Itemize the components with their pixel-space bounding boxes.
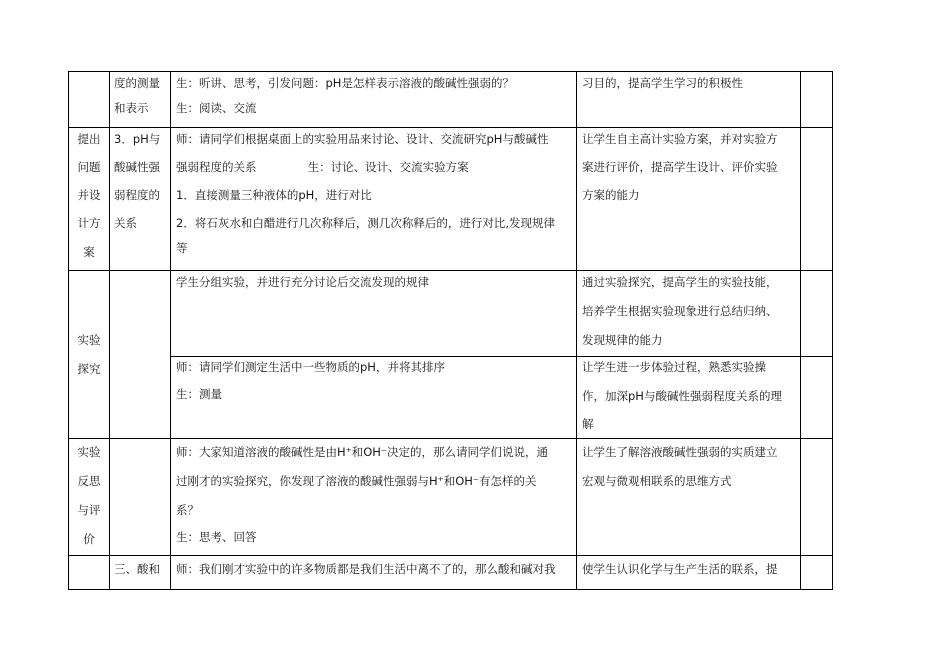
cell-intent-line: 宏观与微观相联系的思维方式	[582, 474, 732, 488]
cell-intent-line: 使学生认识化学与生产生活的联系，提	[582, 562, 778, 576]
cell-activity-line: 学生分组实验，并进行充分讨论后交流发现的规律	[176, 275, 429, 289]
cell-activity-line: 生：阅读、交流	[176, 101, 257, 115]
row-divider	[68, 555, 833, 556]
table-border-left	[68, 71, 69, 590]
cell-activity-line: 师：大家知道溶液的酸碱性是由H⁺和OH⁻决定的，那么请同学们说说，通	[176, 445, 548, 459]
cell-intent-line: 习目的，提高学生学习的积极性	[582, 76, 743, 90]
column-divider	[576, 71, 577, 590]
column-divider	[800, 71, 801, 590]
cell-intent-line: 作，加深pH与酸碱性强弱程度关系的理	[582, 389, 782, 403]
cell-activity-line: 强弱程度的关系 生：讨论、设计、交流实验方案	[176, 160, 469, 174]
column-divider	[109, 71, 110, 590]
cell-stage-line: 问题	[77, 160, 101, 174]
cell-intent-line: 方案的能力	[582, 188, 640, 202]
cell-stage-line: 实验	[77, 333, 101, 347]
cell-activity-line: 师：请同学们根据桌面上的实验用品来讨论、设计、交流研究pH与酸碱性	[176, 132, 549, 146]
row-divider	[170, 356, 833, 357]
row-divider	[68, 127, 833, 128]
cell-topic-line: 关系	[114, 216, 137, 230]
cell-intent-line: 让学生自主高计实验方案，并对实验方	[582, 132, 778, 146]
cell-intent-line: 发现规律的能力	[582, 333, 663, 347]
cell-stage-line: 探究	[77, 362, 101, 376]
cell-stage-line: 并设	[77, 188, 101, 202]
cell-topic-line: 和表示	[114, 101, 149, 115]
cell-activity-line: 生：听讲、思考，引发问题：pH是怎样表示溶液的酸碱性强弱的？	[176, 76, 514, 90]
column-divider	[170, 71, 171, 590]
cell-intent-line: 解	[582, 417, 594, 431]
table-border-bottom	[68, 589, 833, 590]
cell-activity-line: 1．直接测量三种液体的pH，进行对比	[176, 188, 372, 202]
cell-topic-line: 弱程度的	[114, 188, 160, 202]
cell-activity-line: 系？	[176, 503, 199, 517]
cell-stage-line: 价	[83, 532, 95, 546]
cell-activity-line: 等	[176, 241, 188, 255]
cell-stage-line: 提出	[77, 132, 101, 146]
cell-activity-line: 过刚才的实验探究，你发现了溶液的酸碱性强弱与H⁺和OH⁻有怎样的关	[176, 474, 537, 488]
cell-intent-line: 让学生了解溶液酸碱性强弱的实质建立	[582, 445, 778, 459]
cell-topic-line: 度的测量	[114, 76, 160, 90]
cell-activity-line: 生：测量	[176, 387, 222, 401]
cell-activity-line: 2．将石灰水和白醋进行几次称释后，测几次称释后的，进行对比,发现规律	[176, 216, 555, 230]
cell-stage-line: 实验	[77, 445, 101, 459]
row-divider	[68, 270, 833, 271]
cell-intent-line: 通过实验探究，提高学生的实验技能，	[582, 275, 778, 289]
cell-topic-line: 3．pH与	[114, 132, 161, 146]
cell-intent-line: 培养学生根据实验现象进行总结归纳、	[582, 304, 778, 318]
cell-topic-line: 酸碱性强	[114, 160, 160, 174]
cell-activity-line: 师：请同学们测定生活中一些物质的pH，并将其排序	[176, 360, 445, 374]
row-divider	[68, 438, 833, 439]
cell-intent-line: 案进行评价，提高学生设计、评价实验	[582, 160, 778, 174]
cell-stage-line: 反思	[77, 474, 101, 488]
cell-topic-line: 三、酸和	[114, 562, 160, 576]
table-border-right	[832, 71, 833, 590]
cell-stage-line: 与评	[77, 503, 101, 517]
table-border-top	[68, 71, 833, 72]
cell-activity-line: 师：我们刚才实验中的许多物质都是我们生活中离不了的，那么酸和碱对我	[176, 562, 556, 576]
cell-intent-line: 让学生进一步体验过程，熟悉实验操	[582, 360, 766, 374]
cell-activity-line: 生：思考、回答	[176, 530, 257, 544]
cell-stage-line: 案	[83, 245, 95, 259]
cell-stage-line: 计方	[77, 216, 101, 230]
